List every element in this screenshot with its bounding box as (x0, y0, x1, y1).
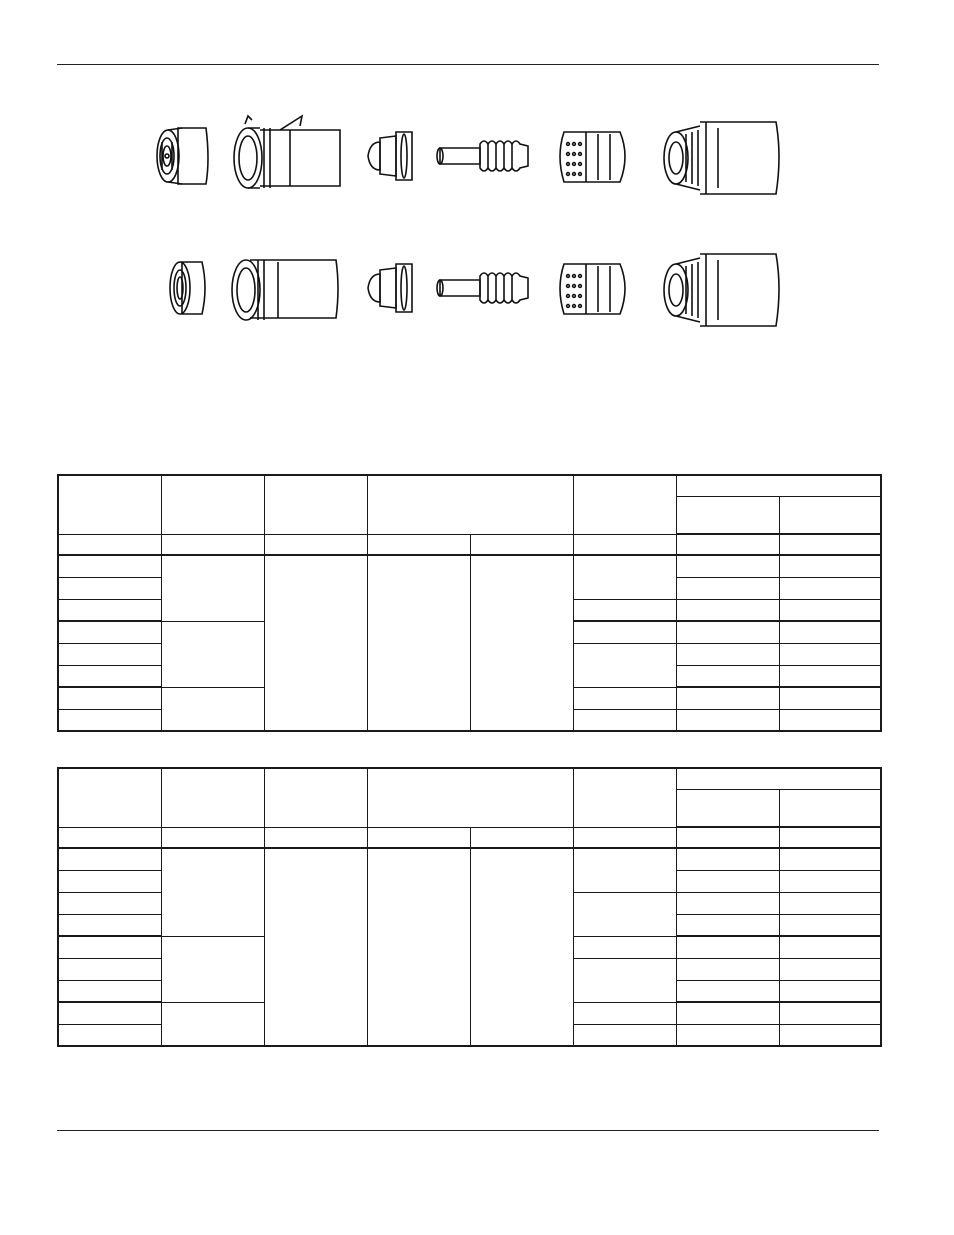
table-cell (676, 958, 779, 980)
nozzle-icon (368, 264, 412, 312)
shield-with-ohmic-clip-icon (157, 128, 208, 184)
table-cell (161, 621, 264, 687)
table-cell (58, 621, 161, 643)
table-cell (161, 936, 264, 1002)
table-cell (573, 621, 676, 643)
table-cell (367, 848, 470, 1046)
table-row (58, 555, 881, 577)
table-cell (161, 555, 264, 621)
top-rule (57, 64, 879, 65)
table-cell (573, 643, 676, 687)
table-cell (573, 892, 676, 936)
table-cell (573, 555, 676, 599)
table-cell (58, 709, 161, 731)
table-cell (573, 1002, 676, 1024)
table-cell (58, 914, 161, 936)
table-cell (470, 848, 573, 1046)
table-cell (676, 936, 779, 958)
table-cell (573, 848, 676, 892)
header-cell (264, 475, 367, 534)
header-cell (264, 768, 367, 827)
table-cell (779, 599, 881, 621)
table-cell (58, 958, 161, 980)
header-cell (779, 789, 881, 827)
table-cell (58, 892, 161, 914)
table-cell (676, 687, 779, 709)
table-cell (779, 621, 881, 643)
consumables-table-1 (57, 474, 882, 732)
table-cell (264, 848, 367, 1046)
table-cell (676, 892, 779, 914)
table-cell (779, 665, 881, 687)
header-cell (58, 475, 161, 534)
header-cell (367, 768, 573, 827)
table-cell (573, 687, 676, 709)
table-cell (779, 1024, 881, 1046)
table-cell (676, 1024, 779, 1046)
table-cell (779, 914, 881, 936)
header-cell (58, 768, 161, 827)
table-cell (573, 534, 676, 555)
table-cell (676, 621, 779, 643)
swirl-ring-icon (560, 132, 625, 182)
table-cell (58, 687, 161, 709)
table-cell (676, 848, 779, 870)
table-cell (58, 936, 161, 958)
header-cell (161, 768, 264, 827)
table-cell (676, 980, 779, 1002)
torch-body-icon (664, 122, 779, 194)
table-cell (676, 665, 779, 687)
table-cell (470, 555, 573, 731)
table-cell (573, 936, 676, 958)
table-cell (161, 534, 264, 555)
parts-illustration-row-1 (140, 108, 800, 198)
table-cell (58, 643, 161, 665)
table-cell (161, 687, 264, 731)
electrode-icon (437, 273, 528, 303)
table-cell (58, 577, 161, 599)
retaining-cap-icon (232, 260, 338, 320)
table-cell (573, 827, 676, 848)
table-cell (58, 870, 161, 892)
table-cell (264, 555, 367, 731)
table-cell (161, 848, 264, 936)
table-cell (573, 709, 676, 731)
table-cell (779, 534, 881, 555)
table-cell (264, 827, 367, 848)
table-cell (779, 870, 881, 892)
table-cell (676, 643, 779, 665)
table-cell (367, 555, 470, 731)
shield-icon (170, 262, 205, 314)
table-cell (676, 577, 779, 599)
header-cell (676, 475, 881, 496)
retaining-cap-icon (234, 116, 340, 188)
electrode-icon (437, 141, 528, 171)
table-cell (58, 980, 161, 1002)
table-cell (58, 599, 161, 621)
table-cell (676, 709, 779, 731)
header-cell (573, 768, 676, 827)
header-cell (676, 496, 779, 534)
table-cell (264, 534, 367, 555)
table-cell (367, 534, 470, 555)
table-cell (58, 534, 161, 555)
table-cell (676, 599, 779, 621)
table-cell (58, 555, 161, 577)
table-cell (779, 958, 881, 980)
table-cell (573, 1024, 676, 1046)
table-cell (676, 827, 779, 848)
consumables-table-2 (57, 767, 882, 1047)
table-cell (58, 848, 161, 870)
table-cell (573, 958, 676, 1002)
bottom-rule (57, 1130, 879, 1131)
table-cell (58, 665, 161, 687)
table-cell (676, 914, 779, 936)
table-cell (779, 1002, 881, 1024)
header-cell (676, 789, 779, 827)
swirl-ring-icon (560, 264, 625, 314)
table-cell (779, 936, 881, 958)
table-cell (779, 555, 881, 577)
table-cell (58, 1024, 161, 1046)
table-cell (779, 892, 881, 914)
table-cell (779, 980, 881, 1002)
table-cell (161, 1002, 264, 1046)
table-cell (470, 534, 573, 555)
header-cell (779, 496, 881, 534)
table-cell (676, 1002, 779, 1024)
table-cell (779, 848, 881, 870)
nozzle-icon (368, 132, 412, 180)
table-cell (676, 870, 779, 892)
table-cell (367, 827, 470, 848)
table-cell (470, 827, 573, 848)
table-row (58, 848, 881, 870)
header-cell (676, 768, 881, 789)
table-cell (58, 827, 161, 848)
table-cell (58, 1002, 161, 1024)
table-cell (779, 709, 881, 731)
table-cell (779, 643, 881, 665)
torch-body-icon (664, 254, 779, 326)
header-cell (161, 475, 264, 534)
parts-illustration-row-2 (140, 240, 800, 330)
table-cell (779, 827, 881, 848)
header-cell (573, 475, 676, 534)
header-cell (367, 475, 573, 534)
table-cell (779, 687, 881, 709)
table-cell (676, 534, 779, 555)
table-cell (161, 827, 264, 848)
table-cell (573, 599, 676, 621)
table-cell (779, 577, 881, 599)
table-cell (676, 555, 779, 577)
